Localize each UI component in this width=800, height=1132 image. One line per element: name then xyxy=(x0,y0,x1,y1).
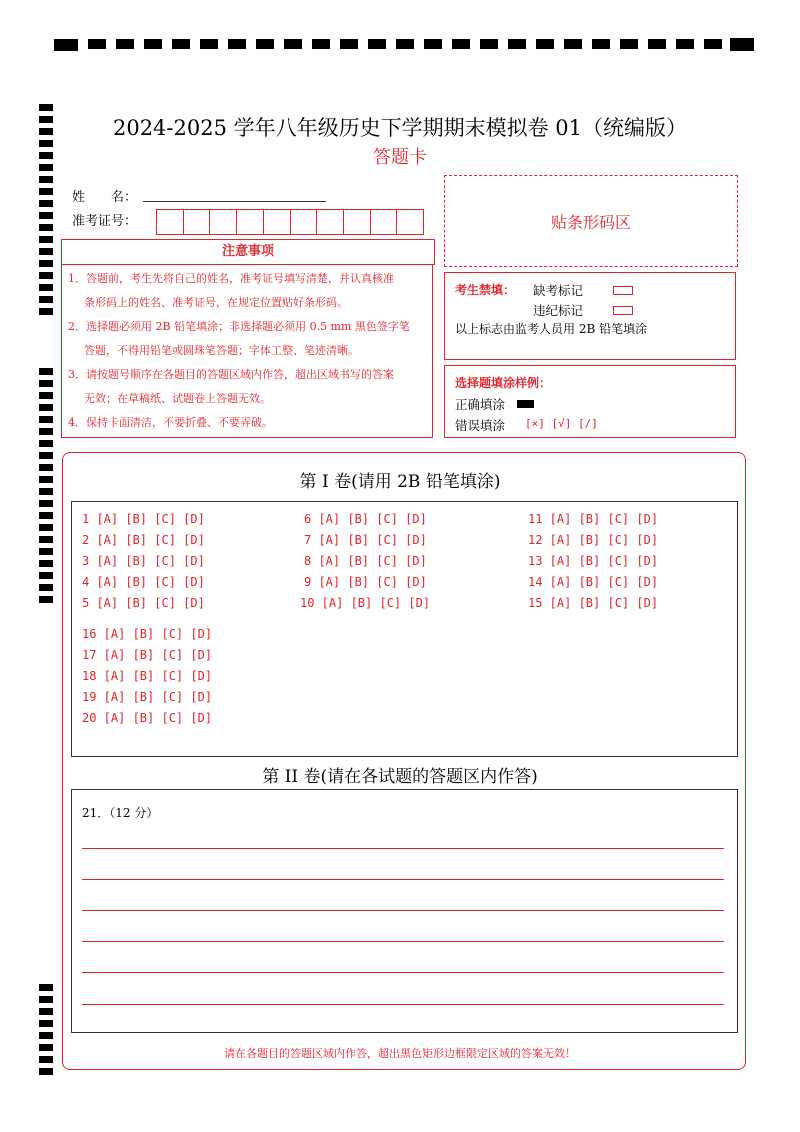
notice-item: 答题，不得用铅笔或圆珠笔答题；字体工整、笔迹清晰。 xyxy=(84,344,359,357)
id-label: 准考证号： xyxy=(72,214,138,229)
part2-title: 第 II 卷(请在各试题的答题区内作答) xyxy=(262,767,538,787)
prohibit-box xyxy=(444,272,736,360)
absent-label: 缺考标记 xyxy=(533,283,584,298)
page-title: 2024-2025 学年八年级历史下学期期末模拟卷 01（统编版） xyxy=(112,116,688,140)
violation-mark-box[interactable] xyxy=(613,302,633,317)
mc-question[interactable]: 7 [A] [B] [C] [D] xyxy=(304,533,427,547)
id-number-boxes[interactable] xyxy=(156,209,424,235)
mc-question[interactable]: 20 [A] [B] [C] [D] xyxy=(82,711,213,725)
mc-question[interactable]: 14 [A] [B] [C] [D] xyxy=(528,575,659,589)
name-label: 姓 名： xyxy=(72,190,138,205)
filled-mark-icon xyxy=(517,400,534,408)
wrong-marks: [×] [√] [/] xyxy=(525,417,598,430)
absent-mark-box[interactable] xyxy=(613,282,633,297)
answer-line[interactable] xyxy=(82,972,724,973)
mc-question[interactable]: 6 [A] [B] [C] [D] xyxy=(304,512,427,526)
barcode-area xyxy=(444,175,738,267)
wrong-label: 错误填涂 xyxy=(455,418,506,433)
answer-line[interactable] xyxy=(82,910,724,911)
answer-line[interactable] xyxy=(82,848,724,849)
mc-question[interactable]: 12 [A] [B] [C] [D] xyxy=(528,533,659,547)
sample-heading: 选择题填涂样例： xyxy=(455,376,552,390)
q21-label: 21．（12 分） xyxy=(82,806,159,820)
mc-question[interactable]: 18 [A] [B] [C] [D] xyxy=(82,669,213,683)
violation-label: 违纪标记 xyxy=(533,303,584,318)
footer-note: 请在各题目的答题区域内作答，超出黑色矩形边框限定区域的答案无效！ xyxy=(224,1047,576,1060)
mc-question[interactable]: 15 [A] [B] [C] [D] xyxy=(528,596,659,610)
mc-question[interactable]: 11 [A] [B] [C] [D] xyxy=(528,512,659,526)
mc-question[interactable]: 10 [A] [B] [C] [D] xyxy=(300,596,431,610)
mc-question[interactable]: 16 [A] [B] [C] [D] xyxy=(82,627,213,641)
mc-question[interactable]: 5 [A] [B] [C] [D] xyxy=(82,596,205,610)
notice-item: 3．请按题号顺序在各题目的答题区域内作答，超出区域书写的答案 xyxy=(68,368,394,381)
notice-item: 4．保持卡面清洁，不要折叠、不要弄破。 xyxy=(68,416,273,429)
notice-box xyxy=(61,264,433,438)
name-field[interactable] xyxy=(143,201,326,202)
notice-item: 2．选择题必须用 2B 铅笔填涂；非选择题必须用 0.5 mm 黑色签字笔 xyxy=(68,320,410,333)
part1-title: 第 I 卷(请用 2B 铅笔填涂) xyxy=(299,472,501,492)
prohibit-note: 以上标志由监考人员用 2B 铅笔填涂 xyxy=(455,322,648,336)
mc-question[interactable]: 2 [A] [B] [C] [D] xyxy=(82,533,205,547)
answer-line[interactable] xyxy=(82,941,724,942)
mc-question[interactable]: 13 [A] [B] [C] [D] xyxy=(528,554,659,568)
answer-line[interactable] xyxy=(82,879,724,880)
mc-question[interactable]: 8 [A] [B] [C] [D] xyxy=(304,554,427,568)
part2-box xyxy=(71,789,738,1033)
prohibit-heading: 考生禁填： xyxy=(455,283,516,297)
mc-question[interactable]: 3 [A] [B] [C] [D] xyxy=(82,554,205,568)
notice-item: 1．答题前，考生先将自己的姓名，准考证号填写清楚，并认真核准 xyxy=(68,272,394,285)
notice-item: 无效；在草稿纸、试题卷上答题无效。 xyxy=(84,392,271,405)
notice-heading: 注意事项 xyxy=(61,239,435,265)
notice-item: 条形码上的姓名、准考证号，在规定位置贴好条形码。 xyxy=(84,296,348,309)
mc-question[interactable]: 9 [A] [B] [C] [D] xyxy=(304,575,427,589)
mc-question[interactable]: 1 [A] [B] [C] [D] xyxy=(82,512,205,526)
mc-question[interactable]: 17 [A] [B] [C] [D] xyxy=(82,648,213,662)
page-subtitle: 答题卡 xyxy=(373,147,427,168)
correct-label: 正确填涂 xyxy=(455,397,506,412)
answer-line[interactable] xyxy=(82,1004,724,1005)
mc-question[interactable]: 19 [A] [B] [C] [D] xyxy=(82,690,213,704)
barcode-label: 贴条形码区 xyxy=(550,212,631,232)
sample-box xyxy=(444,365,736,438)
mc-question[interactable]: 4 [A] [B] [C] [D] xyxy=(82,575,205,589)
